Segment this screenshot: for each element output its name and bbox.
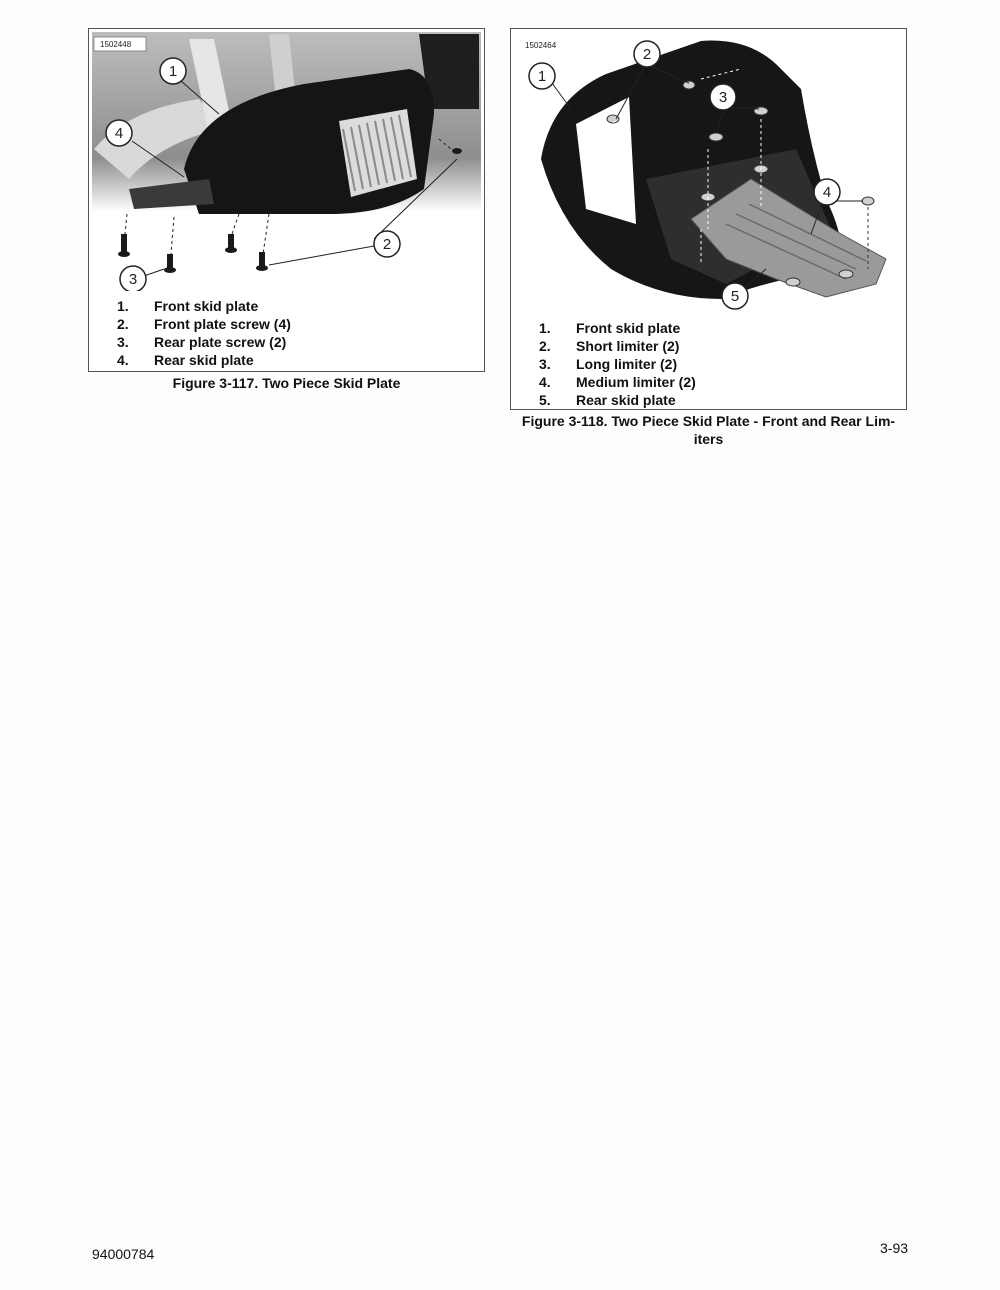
page-number: 3-93 <box>880 1240 909 1256</box>
legend-label: Medium limiter (2) <box>576 374 696 390</box>
limiter-diagram <box>511 29 906 319</box>
legend-item <box>539 373 696 391</box>
legend-label: Front plate screw (4) <box>154 316 291 332</box>
figure-legend <box>117 297 291 369</box>
legend-number: 4. <box>539 374 551 390</box>
legend-label: Rear skid plate <box>576 392 676 408</box>
callout-3: 3 <box>718 89 728 106</box>
legend-item <box>539 319 696 337</box>
legend-label: Rear skid plate <box>154 352 254 368</box>
figure-caption-line: Figure 3-118. Two Piece Skid Plate - Front and Rear Lim- <box>521 413 896 429</box>
legend-number: 3. <box>539 356 551 372</box>
legend-item <box>539 337 696 355</box>
legend-label: Short limiter (2) <box>576 338 680 354</box>
callout-2: 2 <box>642 46 652 63</box>
legend-item <box>117 351 291 369</box>
legend-number: 1. <box>117 298 129 314</box>
callout-1: 1 <box>168 63 178 80</box>
document-number: 94000784 <box>92 1246 155 1262</box>
callout-2: 2 <box>382 236 392 253</box>
figure-caption: Figure 3-117. Two Piece Skid Plate <box>172 375 401 391</box>
legend-item <box>117 297 291 315</box>
legend-number: 5. <box>539 392 551 408</box>
legend-label: Front skid plate <box>576 320 681 336</box>
legend-item <box>539 355 696 373</box>
figure-caption-line: iters <box>693 431 724 447</box>
legend-label: Rear plate screw (2) <box>154 334 287 350</box>
image-id: 1502464 <box>525 41 557 50</box>
skid-plate-photo <box>89 29 484 291</box>
legend-item <box>117 333 291 351</box>
callout-1: 1 <box>537 68 547 85</box>
figure-legend <box>539 319 696 409</box>
image-id: 1502448 <box>100 40 132 49</box>
legend-number: 2. <box>539 338 551 354</box>
callout-4: 4 <box>114 125 124 142</box>
legend-number: 3. <box>117 334 129 350</box>
figure-3-118 <box>510 28 907 410</box>
legend-number: 1. <box>539 320 551 336</box>
legend-item <box>539 391 696 409</box>
callout-3: 3 <box>128 271 138 288</box>
legend-number: 4. <box>117 352 129 368</box>
figure-caption <box>510 412 907 448</box>
legend-number: 2. <box>117 316 129 332</box>
callout-5: 5 <box>730 288 740 305</box>
callout-4: 4 <box>822 184 832 201</box>
legend-label: Long limiter (2) <box>576 356 678 372</box>
figure-3-117 <box>88 28 485 372</box>
legend-item <box>117 315 291 333</box>
legend-label: Front skid plate <box>154 298 259 314</box>
